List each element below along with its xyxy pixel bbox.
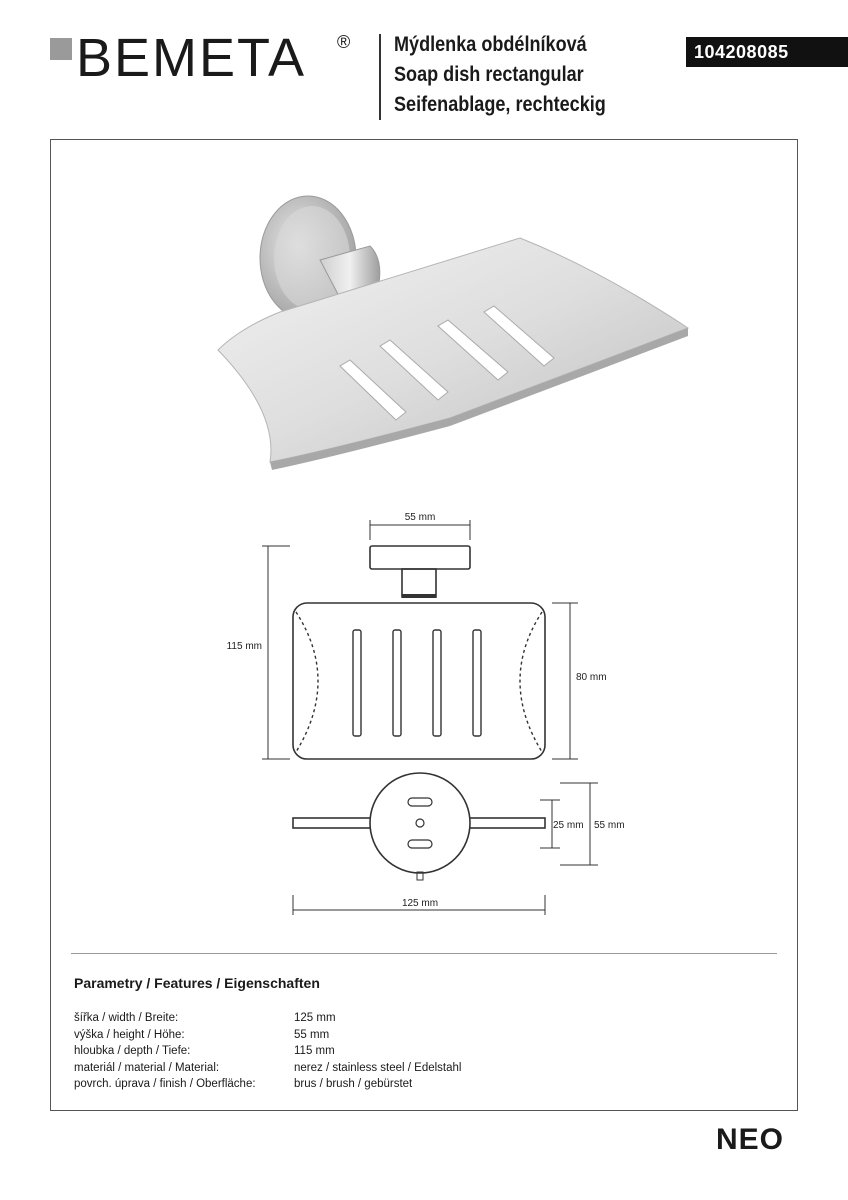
features-title: Parametry / Features / Eigenschaften — [74, 975, 320, 991]
section-divider — [71, 953, 777, 954]
dim-overall-depth: 115 mm — [226, 641, 262, 652]
spec-row — [74, 1043, 461, 1060]
series-name: NEO — [716, 1123, 785, 1156]
mount-flange-front — [370, 773, 470, 873]
spec-table — [74, 1010, 461, 1093]
product-titles — [394, 30, 640, 120]
technical-drawing — [0, 500, 848, 930]
slot-outline — [353, 630, 361, 736]
slot-outline — [393, 630, 401, 736]
spec-label: šířka / width / Breite: — [74, 1012, 179, 1024]
spec-value: 125 mm — [294, 1012, 336, 1024]
dim-width: 125 mm — [401, 898, 439, 909]
product-photo — [200, 180, 720, 480]
mount-post-side — [402, 569, 436, 597]
registered-mark: ® — [337, 32, 351, 52]
spec-row — [74, 1060, 461, 1077]
brand-name: BEMETA — [76, 28, 307, 88]
spec-row — [74, 1010, 461, 1027]
dim-flange-inner: 25 mm — [553, 820, 584, 831]
spec-row — [74, 1076, 461, 1093]
dim-dish-depth: 80 mm — [576, 672, 607, 683]
spec-value: nerez / stainless steel / Edelstahl — [294, 1061, 462, 1074]
brand-logo — [50, 30, 370, 90]
product-name-en: Soap dish rectangular — [394, 63, 584, 86]
spec-label: materiál / material / Material: — [74, 1061, 220, 1074]
product-name-cz: Mýdlenka obdélníková — [394, 33, 587, 56]
spec-label: hloubka / depth / Tiefe: — [74, 1045, 191, 1057]
product-code: 104208085 — [686, 37, 848, 67]
slot-outline — [473, 630, 481, 736]
dim-flange-outer: 55 mm — [594, 820, 625, 831]
spec-label: výška / height / Höhe: — [74, 1028, 185, 1041]
dish-outline-top — [293, 603, 545, 759]
logo-square-icon — [50, 38, 72, 60]
header-divider — [379, 34, 381, 120]
dim-top-width: 55 mm — [404, 512, 436, 523]
product-name-de: Seifenablage, rechteckig — [394, 93, 606, 116]
spec-value: 115 mm — [294, 1045, 335, 1057]
spec-label: povrch. úprava / finish / Oberfläche: — [74, 1078, 256, 1090]
spec-value: 55 mm — [294, 1028, 330, 1041]
mount-flange-side — [370, 546, 470, 569]
spec-row — [74, 1027, 461, 1044]
slot-outline — [433, 630, 441, 736]
spec-value: brus / brush / gebürstet — [294, 1078, 413, 1090]
